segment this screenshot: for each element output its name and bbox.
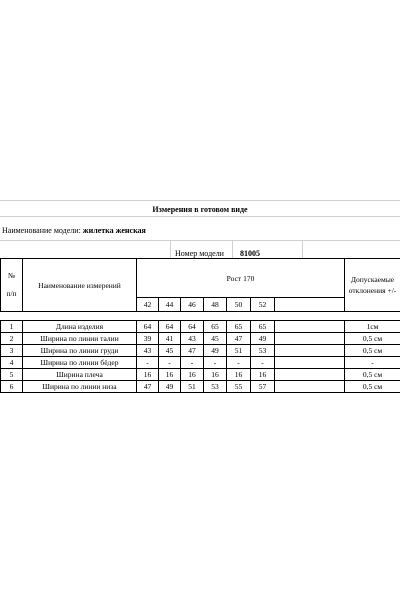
size-cell-empty [275,298,345,312]
table-row [1,357,400,369]
row-empty [275,369,345,381]
table-header-row [1,259,400,298]
row-number: 1 [1,321,23,333]
measurements-table [0,258,400,393]
size-cell: 50 [227,298,251,312]
row-value: 49 [251,333,275,345]
row-value: 53 [204,381,227,393]
row-name: Ширина по линии талии [23,333,137,345]
row-value: 16 [137,369,159,381]
row-number: 5 [1,369,23,381]
row-number: 3 [1,345,23,357]
row-value: 16 [181,369,204,381]
row-value: 16 [204,369,227,381]
row-value: 51 [227,345,251,357]
table-row [1,321,400,333]
row-name: Ширина по линии низа [23,381,137,393]
row-value: 55 [227,381,251,393]
row-value: 64 [137,321,159,333]
row-value: 65 [227,321,251,333]
row-value: 47 [181,345,204,357]
header-number-top: № [7,271,16,280]
row-empty [275,333,345,345]
header-number [1,259,23,312]
size-cell: 48 [204,298,227,312]
row-value: 41 [159,333,181,345]
table-row [1,345,400,357]
row-tolerance: 0,5 см [345,333,400,345]
model-name-label: Наименование модели: [2,226,81,235]
row-value: 65 [204,321,227,333]
row-value: - [181,357,204,369]
row-value: 65 [251,321,275,333]
model-name-value: жилетка женская [82,226,146,235]
row-value: 16 [251,369,275,381]
row-value: - [204,357,227,369]
row-name: Ширина по линии бёдер [23,357,137,369]
table-row [1,333,400,345]
grid-line [0,200,400,201]
row-value: 53 [251,345,275,357]
model-name-line [2,226,146,235]
row-value: 57 [251,381,275,393]
row-number: 6 [1,381,23,393]
grid-line [170,240,171,258]
grid-line [0,216,400,217]
row-tolerance: 0,5 см [345,345,400,357]
row-number: 4 [1,357,23,369]
model-number-label: Номер модели [175,249,224,258]
table-row [1,381,400,393]
row-tolerance: 1см [345,321,400,333]
grid-line [302,240,303,258]
row-value: 64 [181,321,204,333]
table-spacer-row [1,312,400,321]
size-cell: 44 [159,298,181,312]
row-value: - [227,357,251,369]
size-cell: 42 [137,298,159,312]
row-value: 45 [159,345,181,357]
size-cell: 46 [181,298,204,312]
row-empty [275,357,345,369]
row-number: 2 [1,333,23,345]
row-empty [275,381,345,393]
row-value: 47 [137,381,159,393]
header-tolerance: Допускаемые отклонения +/- [345,259,400,312]
row-value: - [137,357,159,369]
grid-line [0,240,400,241]
row-value: 39 [137,333,159,345]
table-row [1,369,400,381]
row-name: Длина изделия [23,321,137,333]
row-value: - [251,357,275,369]
row-tolerance: 0,5 см [345,381,400,393]
row-empty [275,321,345,333]
row-value: 43 [137,345,159,357]
row-value: 49 [204,345,227,357]
row-value: 49 [159,381,181,393]
document-title: Измерения в готовом виде [152,205,248,214]
model-number-value: 81005 [239,249,260,258]
row-value: 16 [227,369,251,381]
row-tolerance: 0,5 см [345,369,400,381]
row-value: - [159,357,181,369]
row-value: 43 [181,333,204,345]
row-empty [275,345,345,357]
row-value: 64 [159,321,181,333]
row-value: 47 [227,333,251,345]
row-value: 51 [181,381,204,393]
header-measurement-name: Наименование измерений [23,259,137,312]
row-name: Ширина плеча [23,369,137,381]
size-cell: 52 [251,298,275,312]
row-tolerance: - [345,357,400,369]
row-value: 45 [204,333,227,345]
model-number-line [175,249,260,258]
row-value: 16 [159,369,181,381]
header-height: Рост 170 [137,259,345,298]
header-number-bottom: п/п [6,289,17,298]
row-name: Ширина по линии груди [23,345,137,357]
